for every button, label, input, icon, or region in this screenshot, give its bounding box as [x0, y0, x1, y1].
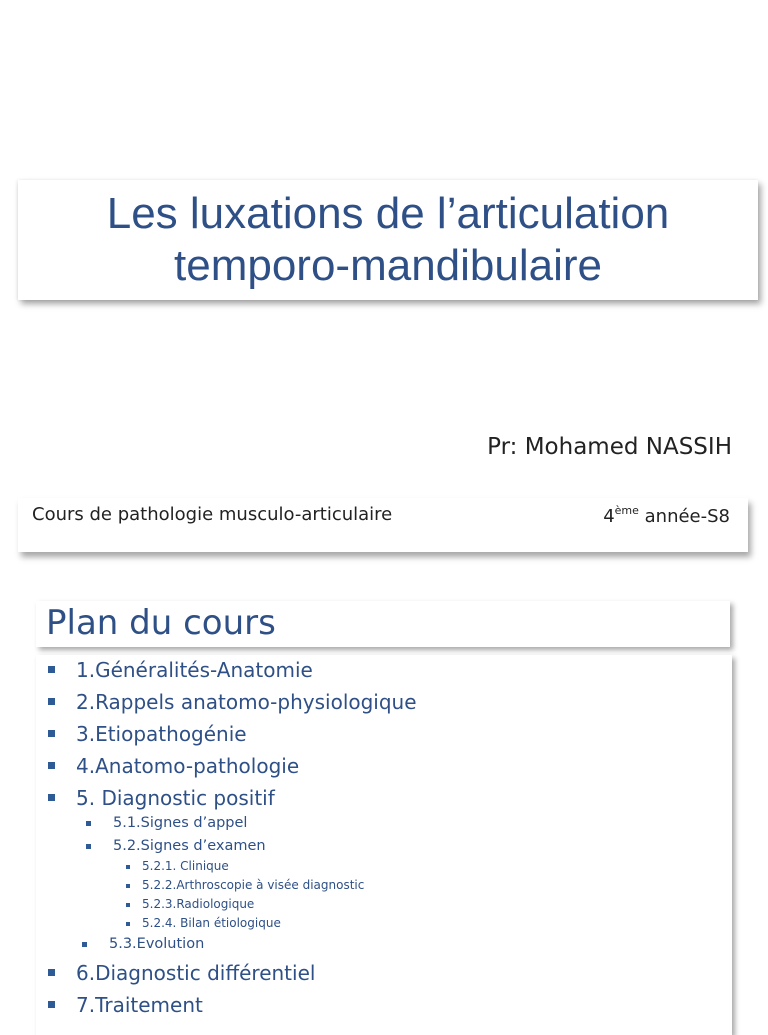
course-banner	[18, 498, 748, 552]
plan-list	[36, 655, 732, 1035]
plan-item-label: 2.Rappels anatomo-physiologique	[76, 690, 417, 714]
bullet-icon	[86, 821, 91, 826]
course-year-number: 4	[603, 506, 615, 527]
plan-item	[76, 722, 247, 746]
plan-item	[76, 993, 203, 1017]
author-name: Pr: Mohamed NASSIH	[487, 434, 732, 460]
plan-item	[76, 658, 313, 682]
bullet-icon	[82, 942, 87, 947]
bullet-icon	[48, 762, 55, 769]
title-line-2: temporo-mandibulaire	[174, 241, 602, 290]
plan-subitem-label: 5.1.Signes d’appel	[113, 815, 248, 831]
plan-item-label: 4.Anatomo-pathologie	[76, 754, 300, 778]
plan-item	[76, 786, 275, 810]
plan-item-label: 1.Généralités-Anatomie	[76, 658, 313, 682]
plan-heading-box	[36, 601, 730, 647]
bullet-icon	[126, 903, 130, 907]
plan-heading: Plan du cours	[46, 603, 276, 643]
plan-subitem	[109, 936, 204, 952]
course-year	[603, 504, 730, 527]
plan-subitem-label: 5.2.Signes d’examen	[113, 838, 266, 854]
plan-item	[76, 754, 299, 778]
plan-subsubitem	[142, 897, 254, 911]
title-slide-box	[18, 180, 758, 300]
course-name: Cours de pathologie musculo-articulaire	[32, 504, 393, 525]
bullet-icon	[48, 969, 55, 976]
plan-item-label: 3.Etiopathogénie	[76, 722, 247, 746]
plan-subsubitem-label: 5.2.4. Bilan étiologique	[142, 916, 281, 930]
plan-item	[76, 961, 315, 985]
course-year-suffix: année-S8	[638, 506, 730, 527]
plan-item-label: 6.Diagnostic différentiel	[76, 961, 316, 985]
plan-subsubitem-label: 5.2.2.Arthroscopie à visée diagnostic	[142, 878, 365, 892]
plan-subitem	[113, 838, 266, 854]
bullet-icon	[126, 884, 130, 888]
plan-subsubitem	[142, 916, 281, 930]
plan-item	[76, 690, 417, 714]
bullet-icon	[48, 666, 55, 673]
bullet-icon	[86, 844, 91, 849]
plan-subsubitem	[142, 878, 364, 892]
plan-subsubitem	[142, 859, 229, 873]
bullet-icon	[48, 730, 55, 737]
bullet-icon	[126, 922, 130, 926]
bullet-icon	[48, 1001, 55, 1008]
plan-item-label: 7.Traitement	[76, 993, 203, 1017]
plan-subitem	[113, 815, 247, 831]
title-line-1: Les luxations de l’articulation	[106, 189, 670, 238]
plan-subsubitem-label: 5.2.1. Clinique	[142, 859, 229, 873]
bullet-icon	[48, 698, 55, 705]
plan-subitem-label: 5.3.Evolution	[109, 936, 205, 952]
plan-item-label: 5. Diagnostic positif	[76, 786, 275, 810]
bullet-icon	[126, 865, 130, 869]
plan-subsubitem-label: 5.2.3.Radiologique	[142, 897, 255, 911]
course-year-superscript: ème	[614, 504, 639, 517]
bullet-icon	[48, 794, 55, 801]
